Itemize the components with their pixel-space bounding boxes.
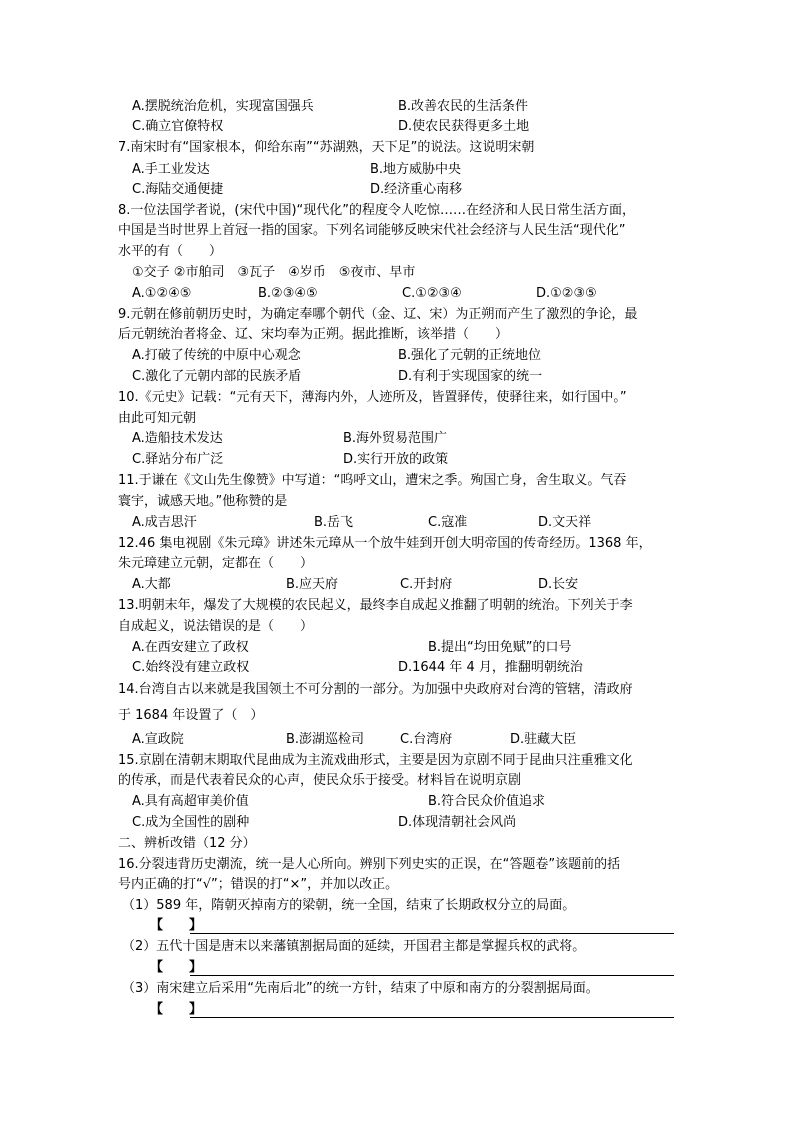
q8-items: ①交子 ②市舶司 ③瓦子 ④岁币 ⑤夜市、早市	[132, 265, 416, 280]
q12-option-c: C.开封府	[400, 577, 453, 592]
q15-option-c: C.成为全国性的剧种	[132, 815, 250, 830]
q10-stem-line2: 由此可知元朝	[118, 411, 197, 426]
q16-stem-line1: 16.分裂违背历史潮流，统一是人心所向。辨别下列史实的正误，在“答题卷”该题前的括	[118, 857, 621, 872]
q8-option-b: B.②③④⑤	[258, 286, 318, 301]
q9-stem-line1: 9.元朝在修前朝历史时，为确定奉哪个朝代（金、辽、宋）为正朔而产生了激烈的争论，最	[118, 307, 638, 322]
q13-stem-line1: 13.明朝末年，爆发了大规模的农民起义，最终李自成起义推翻了明朝的统治。下列关于李	[118, 598, 633, 613]
q9-option-c: C.激化了元朝内部的民族矛盾	[132, 369, 302, 384]
q14-option-c: C.台湾府	[400, 732, 453, 747]
q8-option-a: A.①②④⑤	[132, 286, 192, 301]
q11-option-d: D.文天祥	[538, 515, 592, 530]
q16-item-2-bracket[interactable]: 【 】	[150, 960, 203, 975]
q16-item-1: （1）589 年，隋朝灭掉南方的梁朝，统一全国，结束了长期政权分立的局面。	[122, 898, 576, 913]
q16-item-1-answer-line[interactable]	[190, 933, 674, 934]
q11-option-b: B.岳飞	[314, 515, 354, 530]
q15-option-d: D.体现清朝社会风尚	[398, 815, 517, 830]
q12-stem-line2: 朱元璋建立元朝，定都在（ ）	[118, 556, 314, 571]
q6-option-a: A.摆脱统治危机，实现富国强兵	[132, 99, 314, 114]
q6-option-d: D.使农民获得更多土地	[398, 119, 530, 134]
q10-option-c: C.驿站分布广泛	[132, 452, 224, 467]
q12-option-a: A.大都	[132, 577, 171, 592]
q13-option-b: B.提出“均田免赋”的口号	[428, 640, 572, 655]
q9-stem-line2: 后元朝统治者将金、辽、宋均奉为正朔。据此推断，该举措（ ）	[118, 327, 509, 342]
q16-item-3: （3）南宋建立后采用“先南后北”的统一方针，结束了中原和南方的分裂割据局面。	[122, 981, 599, 996]
q7-option-c: C.海陆交通便捷	[132, 182, 224, 197]
q8-option-c: C.①②③④	[402, 286, 462, 301]
q16-item-2: （2）五代十国是唐末以来藩镇割据局面的延续，开国君主都是掌握兵权的武将。	[122, 939, 586, 954]
q14-option-b: B.澎湖巡检司	[286, 732, 365, 747]
q11-option-a: A.成吉思汗	[132, 515, 197, 530]
q12-option-b: B.应天府	[286, 577, 339, 592]
q10-option-b: B.海外贸易范围广	[343, 431, 448, 446]
q9-option-b: B.强化了元朝的正统地位	[398, 348, 542, 363]
q6-option-c: C.确立官僚特权	[132, 119, 224, 134]
q13-option-a: A.在西安建立了政权	[132, 640, 249, 655]
q11-stem-line2: 寰宇，诚感天地。”他称赞的是	[118, 494, 288, 509]
q16-item-1-bracket[interactable]: 【 】	[150, 918, 203, 933]
q12-stem-line1: 12.46 集电视剧《朱元璋》讲述朱元璋从一个放牛娃到开创大明帝国的传奇经历。1368 年，	[118, 536, 652, 551]
q7-stem: 7.南宋时有“国家根本，仰给东南”“苏湖熟，天下足”的说法。这说明宋朝	[118, 140, 535, 155]
q14-option-a: A.宣政院	[132, 732, 184, 747]
q10-option-a: A.造船技术发达	[132, 431, 223, 446]
q15-option-b: B.符合民众价值追求	[428, 794, 546, 809]
section2-title: 二、辨析改错（12 分）	[118, 836, 256, 851]
q13-stem-line2: 自成起义，说法错误的是（ ）	[118, 619, 314, 634]
q14-option-d: D.驻藏大臣	[510, 732, 577, 747]
q9-option-a: A.打破了传统的中原中心观念	[132, 348, 301, 363]
q7-option-a: A.手工业发达	[132, 162, 210, 177]
q11-option-c: C.寇准	[428, 515, 468, 530]
q8-stem-line1: 8.一位法国学者说，(宋代中国)“现代化”的程度令人吃惊……在经济和人民日常生活方面，	[118, 203, 636, 218]
q7-option-b: B.地方威胁中央	[370, 162, 462, 177]
q8-stem-line3: 水平的有（ ）	[118, 244, 223, 259]
q8-stem-line2: 中国是当时世界上首冠一指的国家。下列名词能够反映宋代社会经济与人民生活“现代化”	[118, 223, 626, 238]
q15-option-a: A.具有高超审美价值	[132, 794, 249, 809]
q16-item-3-bracket[interactable]: 【 】	[150, 1002, 203, 1017]
q10-stem-line1: 10.《元史》记载：“元有天下，薄海内外，人迹所及，皆置驿传，使驿往来，如行国中。”	[118, 390, 627, 405]
q6-option-b: B.改善农民的生活条件	[398, 99, 529, 114]
q7-option-d: D.经济重心南移	[370, 182, 463, 197]
q16-item-3-answer-line[interactable]	[190, 1017, 674, 1018]
q13-option-d: D.1644 年 4 月，推翻明朝统治	[398, 660, 583, 675]
q10-option-d: D.实行开放的政策	[343, 452, 449, 467]
q16-stem-line2: 号内正确的打“√”；错误的打“×”，并加以改正。	[118, 877, 399, 892]
q13-option-c: C.始终没有建立政权	[132, 660, 250, 675]
q12-option-d: D.长安	[538, 577, 579, 592]
q15-stem-line1: 15.京剧在清朝末期取代昆曲成为主流戏曲形式，主要是因为京剧不同于昆曲只注重雅文化	[118, 753, 633, 768]
q14-stem-line1: 14.台湾自古以来就是我国领土不可分割的一部分。为加强中央政府对台湾的管辖，清政府	[118, 682, 633, 697]
q16-item-2-answer-line[interactable]	[190, 975, 674, 976]
q11-stem-line1: 11.于谦在《文山先生像赞》中写道：“呜呼文山，遭宋之季。殉国亡身，舍生取义。气吞	[118, 473, 627, 488]
q15-stem-line2: 的传承，而是代表着民众的心声，使民众乐于接受。材料旨在说明京剧	[118, 773, 522, 788]
q14-stem-line2: 于 1684 年设置了（ ）	[118, 708, 264, 723]
q9-option-d: D.有利于实现国家的统一	[398, 369, 543, 384]
q8-option-d: D.①②③⑤	[536, 286, 597, 301]
